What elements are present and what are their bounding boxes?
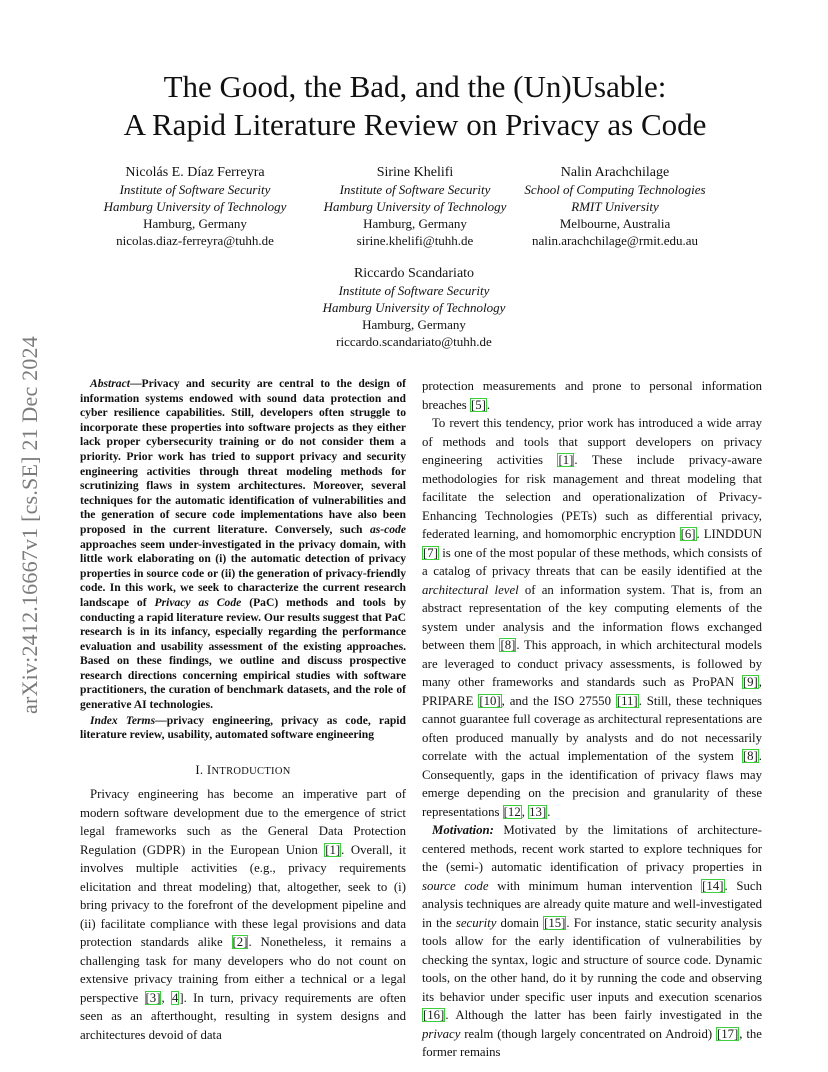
author-location: Hamburg, Germany [143, 216, 247, 231]
author-university: Hamburg University of Technology [322, 300, 506, 315]
intro-paragraph [80, 785, 406, 1044]
author-block [300, 164, 530, 249]
section-initial: I [206, 762, 212, 777]
body-text: realm (though largely concentrated on Android) [460, 1026, 716, 1041]
citation-link[interactable]: [2] [232, 935, 248, 950]
paragraph-runin-heading: Motivation: [432, 823, 494, 837]
abstract-label: Abstract [90, 377, 130, 390]
section-heading [80, 761, 406, 782]
citation-link[interactable]: 4 [171, 990, 179, 1005]
index-terms [80, 714, 406, 743]
body-text: Privacy engineering has become an imperative part of modern software development due to the emergence of strict legal frameworks such as the General Data Protection Regulation (GDPR) in the European Union [80, 787, 406, 857]
author-email[interactable]: riccardo.scandariato@tuhh.de [336, 334, 492, 349]
body-text: . [486, 397, 491, 412]
author-location: Melbourne, Australia [559, 216, 671, 231]
body-text: . LINDDUN [696, 527, 762, 541]
body-text: . Although the latter has been fairly investigated in the [445, 1008, 762, 1022]
body-emphasis: privacy [422, 1026, 461, 1041]
author-institute: Institute of Software Security [338, 283, 490, 298]
body-text: . Consequently, gaps in the identification of privacy flaws may emerge depending on the precision and granularity of these representations [422, 749, 762, 819]
body-text: . In turn, privacy requirements are often seen as an afterthought, resulting in system designs and architectures devoid of data [80, 990, 406, 1042]
citation-link[interactable]: [8] [500, 638, 516, 652]
body-emphasis: security [455, 915, 497, 930]
index-terms-label: Index Terms [90, 713, 156, 727]
author-block [80, 164, 310, 249]
citation-link[interactable]: [1] [558, 453, 574, 467]
author-institute: School of Computing Technologies [524, 182, 706, 197]
body-text: . For instance, static security analysis tools allow for the early identification of vulnerabilities by checking the syntax, logic and structure of source code. Dynamic tools, on the other hand, do it by running the code and observing its behavior under specific user inputs and execution scenarios [422, 915, 762, 1004]
citation-link[interactable]: [11] [616, 693, 638, 708]
paper-title [80, 68, 750, 144]
citation-link[interactable]: [15] [544, 915, 566, 930]
body-text: is one of the most popular of these methods, which consists of a catalog of privacy threats that can be easily identified at the [422, 545, 762, 578]
author-location: Hamburg, Germany [362, 317, 466, 332]
author-name: Nalin Arachchilage [560, 165, 670, 180]
citation-link[interactable]: [7] [423, 545, 438, 560]
body-text: . Overall, it involves multiple activities (e.g., privacy requirements elicitation and threat modeling) that, altogether, seek to (i) bring privacy to the forefront of the development pipeline and (ii) facilitate compliance with these legal provisions and data protection standards alike [80, 842, 406, 950]
body-text: To revert this tendency, prior work has introduced a wide array of methods and tools that support developers on privacy engineering activities [422, 416, 762, 467]
arxiv-sidebar [10, 290, 50, 760]
body-paragraph [422, 414, 762, 821]
body-text: . This approach, in which architectural models are leveraged to conduct privacy assessments, is followed by many other frameworks and standards such as ProPAN [422, 638, 762, 689]
left-column [80, 377, 406, 1044]
body-text: , and the ISO 27550 [501, 693, 616, 708]
body-text: Motivated by the limitations of architecture-centered methods, recent work started to explore techniques for the (semi-) automatic identification of privacy properties in [422, 823, 762, 874]
author-institute: Institute of Software Security [119, 182, 271, 197]
body-text: , PRIPARE [422, 675, 762, 708]
body-text: . [547, 804, 551, 819]
body-text: of an information system. That is, from an abstract representation of the key computing elements of the system under analysis and the information flows exchanged between them [422, 582, 762, 652]
motivation-paragraph [422, 821, 762, 1062]
body-text: , the former remains [422, 1026, 762, 1059]
author-email[interactable]: nalin.arachchilage@rmit.edu.au [531, 233, 699, 248]
citation-link[interactable]: [8] [742, 749, 758, 763]
author-email[interactable]: sirine.khelifi@tuhh.de [356, 233, 474, 248]
body-emphasis: architectural level [422, 582, 519, 597]
author-institute: Institute of Software Security [339, 182, 491, 197]
citation-link[interactable]: [10] [479, 693, 501, 708]
author-name: Sirine Khelifi [376, 165, 454, 180]
citation-link[interactable]: [14] [702, 878, 724, 893]
body-text: , [161, 990, 171, 1005]
citation-link[interactable]: 13] [529, 804, 547, 819]
body-text: . Such analysis techniques are already quite mature and well-investigated in the [422, 878, 762, 930]
abstract-text: —Privacy and security are central to the design of information systems endowed with sound data protection and cyber resilience capabilities. Still, developers often struggle to incorporate these properties into software projects as they either lack proper cybersecurity training or do not consider them a priority. Prior work has tried to support privacy and security engineering activities through threat modeling methods for scrutinizing flaws in system architectures. Moreover, several techniques for the automatic identification of vulnerabilities and the generation of secure code implementations have also been proposed in the current literature. Conversely, such [80, 377, 406, 536]
body-text: . Nonetheless, it remains a challenging task for many developers who do not count on extensive privacy training from either a technical or a legal perspective [80, 935, 406, 1005]
author-name: Nicolás E. Díaz Ferreyra [125, 165, 265, 180]
body-text: , [521, 804, 529, 819]
body-text: domain [496, 915, 544, 930]
continued-paragraph [422, 377, 762, 414]
author-email[interactable]: nicolas.diaz-ferreyra@tuhh.de [116, 233, 274, 248]
author-university: Hamburg University of Technology [103, 199, 287, 214]
author-location: Hamburg, Germany [363, 216, 467, 231]
right-column [422, 377, 762, 1062]
author-university: RMIT University [571, 199, 659, 214]
citation-link[interactable]: [3] [145, 990, 161, 1005]
author-name: Riccardo Scandariato [353, 266, 475, 281]
body-text: . Still, these techniques cannot guarantee full coverage as architectural representations are often produced manually by analysts and do not necessarily correlate with the actual implementation of the system [422, 693, 762, 763]
abstract-emphasis: Privacy as Code [154, 595, 242, 609]
abstract-text: (PaC) methods and tools by conducting a rapid literature review. Our results suggest that PaC research is in its infancy, especially regarding the performance evaluation and usability assessment of the existing approaches. Based on these findings, we outline and discuss prospective research directions concerning empirical studies with software practitioners, the curation of benchmark datasets, and the role of generative AI technologies. [80, 595, 406, 712]
index-terms-text: —privacy engineering, privacy as code, rapid literature review, usability, automated software engineering [80, 713, 406, 742]
body-text: protection measurements and prone to personal information breaches [422, 379, 762, 412]
citation-link[interactable]: [5] [470, 397, 486, 412]
author-block [500, 164, 730, 249]
abstract-emphasis: as-code [369, 522, 406, 536]
abstract [80, 377, 406, 713]
author-block [299, 265, 529, 350]
arxiv-identifier[interactable]: arXiv:2412.16667v1 [cs.SE] 21 Dec 2024 [17, 336, 42, 714]
section-number: I. [195, 762, 207, 777]
citation-link[interactable]: [12 [503, 804, 521, 819]
title-line-2: A Rapid Literature Review on Privacy as Code [123, 107, 707, 142]
abstract-text: approaches seem under-investigated in the privacy domain, with little work elaborating on (i) the automatic detection of privacy properties in source code or (ii) the generation of privacy-friendly code. In this work, we seek to characterize the current research landscape of [80, 537, 406, 609]
citation-link[interactable]: [1] [325, 842, 341, 857]
citation-link[interactable]: [16] [423, 1008, 445, 1022]
citation-link[interactable]: [6] [680, 527, 696, 541]
author-university: Hamburg University of Technology [323, 199, 507, 214]
citation-link[interactable]: [17] [716, 1026, 739, 1041]
body-text: ] [179, 990, 184, 1005]
body-text: with minimum human intervention [488, 878, 702, 893]
title-line-1: The Good, the Bad, and the (Un)Usable: [163, 69, 667, 104]
section-title-rest: NTRODUCTION [211, 765, 291, 777]
body-emphasis: source code [422, 878, 489, 893]
body-text: . These include privacy-aware methodologies for risk management and threat modeling that facilitate the selection and operationalization of Privacy-Enhancing Technologies (PETs) such as differential privacy, federated learning, and homomorphic encryption [422, 453, 763, 541]
citation-link[interactable]: [9] [742, 675, 758, 689]
